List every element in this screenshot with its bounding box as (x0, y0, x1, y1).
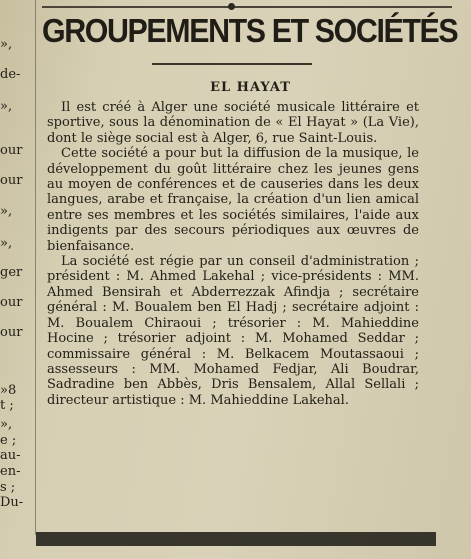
article-title: GROUPEMENTS ET SOCIÉTÉS (42, 12, 458, 49)
bottom-rule (36, 532, 436, 546)
paragraph: La société est régie par un conseil d'administration ; président : M. Ahmed Lakehal ; vice-présidents : MM. Ahmed Bensirah et Abderrezzak Afindja ; secrétaire général : M. Boualem ben El Hadj ; secrétaire adjoint : M. Boualem Chiraoui ; trésorier : M. Mahieddine Hocine ; trésorier adjoint : M. Mohamed Seddar ; commissaire général : M. Belkacem Moutassaoui ; assesseurs : MM. Mohamed Fedjar, Ali Boudrar, Sadradine ben Abbès, Dris Bensalem, Allal Sellali ; directeur artistique : M. Mahieddine Lakehal. (47, 254, 419, 408)
article-subtitle: EL HAYAT (210, 80, 291, 95)
left-fragment: de- (0, 67, 21, 82)
left-fragment: our (0, 143, 23, 158)
paragraph: Cette société a pour but la diffusion de la musique, le développement du goût littéraire chez les jeunes gens au moyen de conférences et de causeries dans les deux langues, arabe et française, la création d'un lien amical entre ses membres et les sociétés similaires, l'aide aux indigents par des secours périodiques aux œuvres de bienfaisance. (47, 146, 419, 254)
left-fragment: »8 (0, 383, 17, 398)
left-fragment: ger (0, 265, 23, 280)
left-fragment: our (0, 173, 23, 188)
left-fragment: », (0, 37, 13, 52)
left-fragment: our (0, 325, 23, 340)
left-fragment: », (0, 204, 13, 219)
article-body (47, 100, 419, 408)
left-fragment: our (0, 295, 23, 310)
left-fragment: », (0, 236, 13, 251)
left-fragment: Du- (0, 495, 24, 510)
left-fragment: s ; (0, 480, 16, 495)
left-fragment: t ; (0, 398, 14, 413)
paragraph: Il est créé à Alger une société musicale littéraire et sportive, sous la dénomination de « El Hayat » (La Vie), dont le siège social est à Alger, 6, rue Saint-Louis. (47, 100, 419, 146)
left-fragment: », (0, 99, 13, 114)
left-fragment: au- (0, 448, 21, 463)
left-fragment: », (0, 417, 13, 432)
top-rule (42, 6, 452, 8)
left-fragment: en- (0, 464, 21, 479)
title-underline (152, 63, 312, 65)
ornament-dot (228, 3, 235, 10)
left-fragment: e ; (0, 433, 17, 448)
